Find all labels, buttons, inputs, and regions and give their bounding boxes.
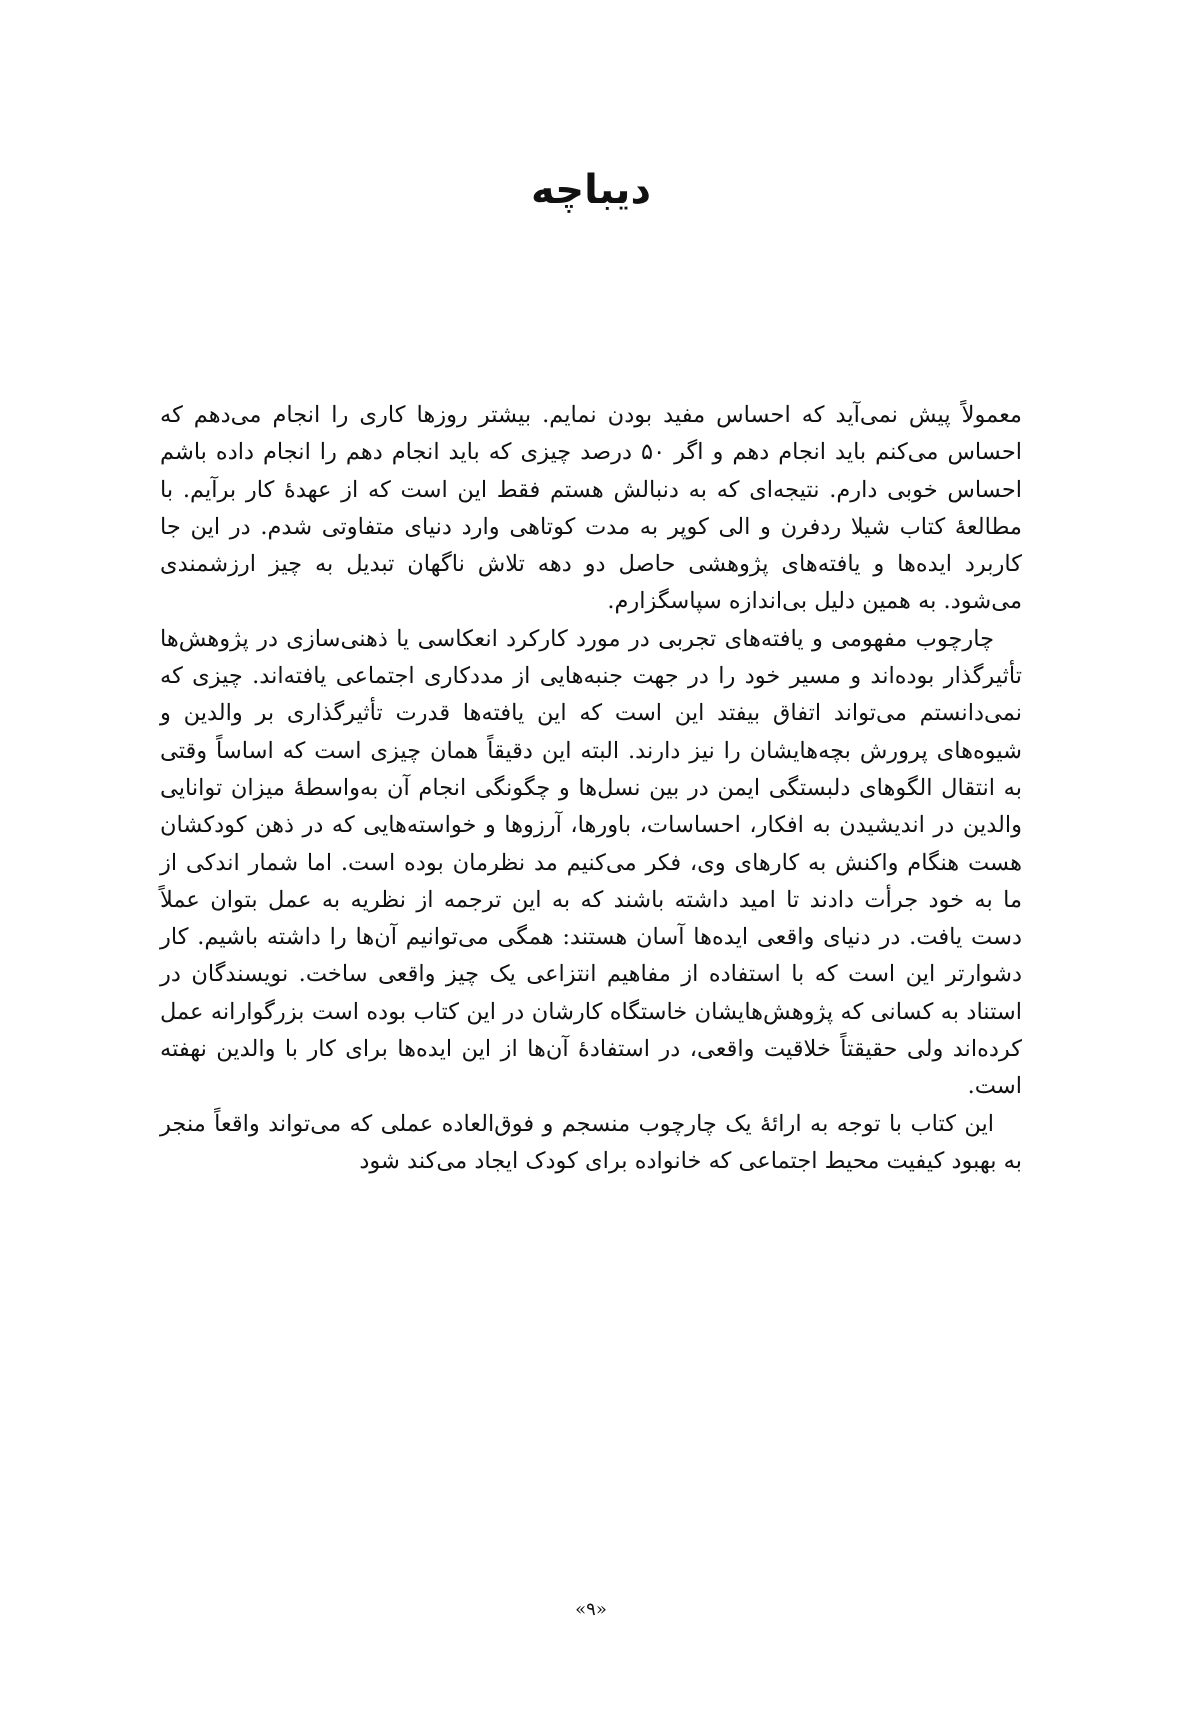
page-number: «۹»: [575, 1599, 607, 1620]
paragraph-1: معمولاً پیش نمی‌آید که احساس مفید بودن نمایم. بیشتر روزها کاری را انجام می‌دهم که احساس می‌کنم باید انجام دهم و اگر ۵۰ درصد چیزی که باید انجام دهم را انجام داده باشم احساس خوبی دارم. نتیجه‌ای که به دنبالش هستم فقط این است که از عهدهٔ کار برآیم. با مطالعهٔ کتاب شیلا ردفرن و الی کوپر به مدت کوتاهی وارد دنیای متفاوتی شدم. در این جا کاربرد ایده‌ها و یافته‌های پژوهشی حاصل دو دهه تلاش ناگهان تبدیل به چیز ارزشمندی می‌شود. به همین دلیل بی‌اندازه سپاسگزارم.: [160, 402, 1023, 615]
paragraph-3: این کتاب با توجه به ارائهٔ یک چارچوب منسجم و فوق‌العاده عملی که می‌تواند واقعاً منجر به بهبود کیفیت محیط اجتماعی که خانواده برای کودک ایجاد می‌کند شود: [160, 1110, 1022, 1174]
body-text: [160, 397, 1022, 1180]
chapter-title: دیباچه: [531, 167, 651, 213]
paragraph-2: چارچوب مفهومی و یافته‌های تجربی در مورد کارکرد انعکاسی یا ذهنی‌سازی در پژوهش‌ها تأثیرگذار بوده‌اند و مسیر خود را در جهت جنبه‌هایی از مددکاری اجتماعی یافته‌اند. چیزی که نمی‌دانستم می‌تواند اتفاق بیفتد این است که این یافته‌ها قدرت تأثیرگذاری بر والدین و شیوه‌های پرورش بچه‌هایشان را نیز دارند. البته این دقیقاً همان چیزی است که اساساً وقتی به انتقال الگوهای دلبستگی ایمن در بین نسل‌ها و چگونگی انجام آن به‌واسطهٔ میزان توانایی والدین در اندیشیدن به افکار، احساسات، باورها، آرزوها و خواسته‌هایی که در ذهن کودکشان هست هنگام واکنش به کارهای وی، فکر می‌کنیم مد نظرمان بوده است. اما شمار اندکی از ما به خود جرأت دادند تا امید داشته باشند که به این ترجمه از نظریه به عمل بتوان عملاً دست یافت. در دنیای واقعی ایده‌ها آسان هستند: همگی می‌توانیم آن‌ها را داشته باشیم. کار دشوارتر این است که با استفاده از مفاهیم انتزاعی یک چیز واقعی ساخت. نویسندگان در استناد به کسانی که پژوهش‌هایشان خاستگاه کارشان در این کتاب بوده است بزرگوارانه عمل کرده‌اند ولی حقیقتاً خلاقیت واقعی، در استفادهٔ آن‌ها از این ایده‌ها برای کار با والدین نهفته است.: [160, 625, 1022, 1100]
